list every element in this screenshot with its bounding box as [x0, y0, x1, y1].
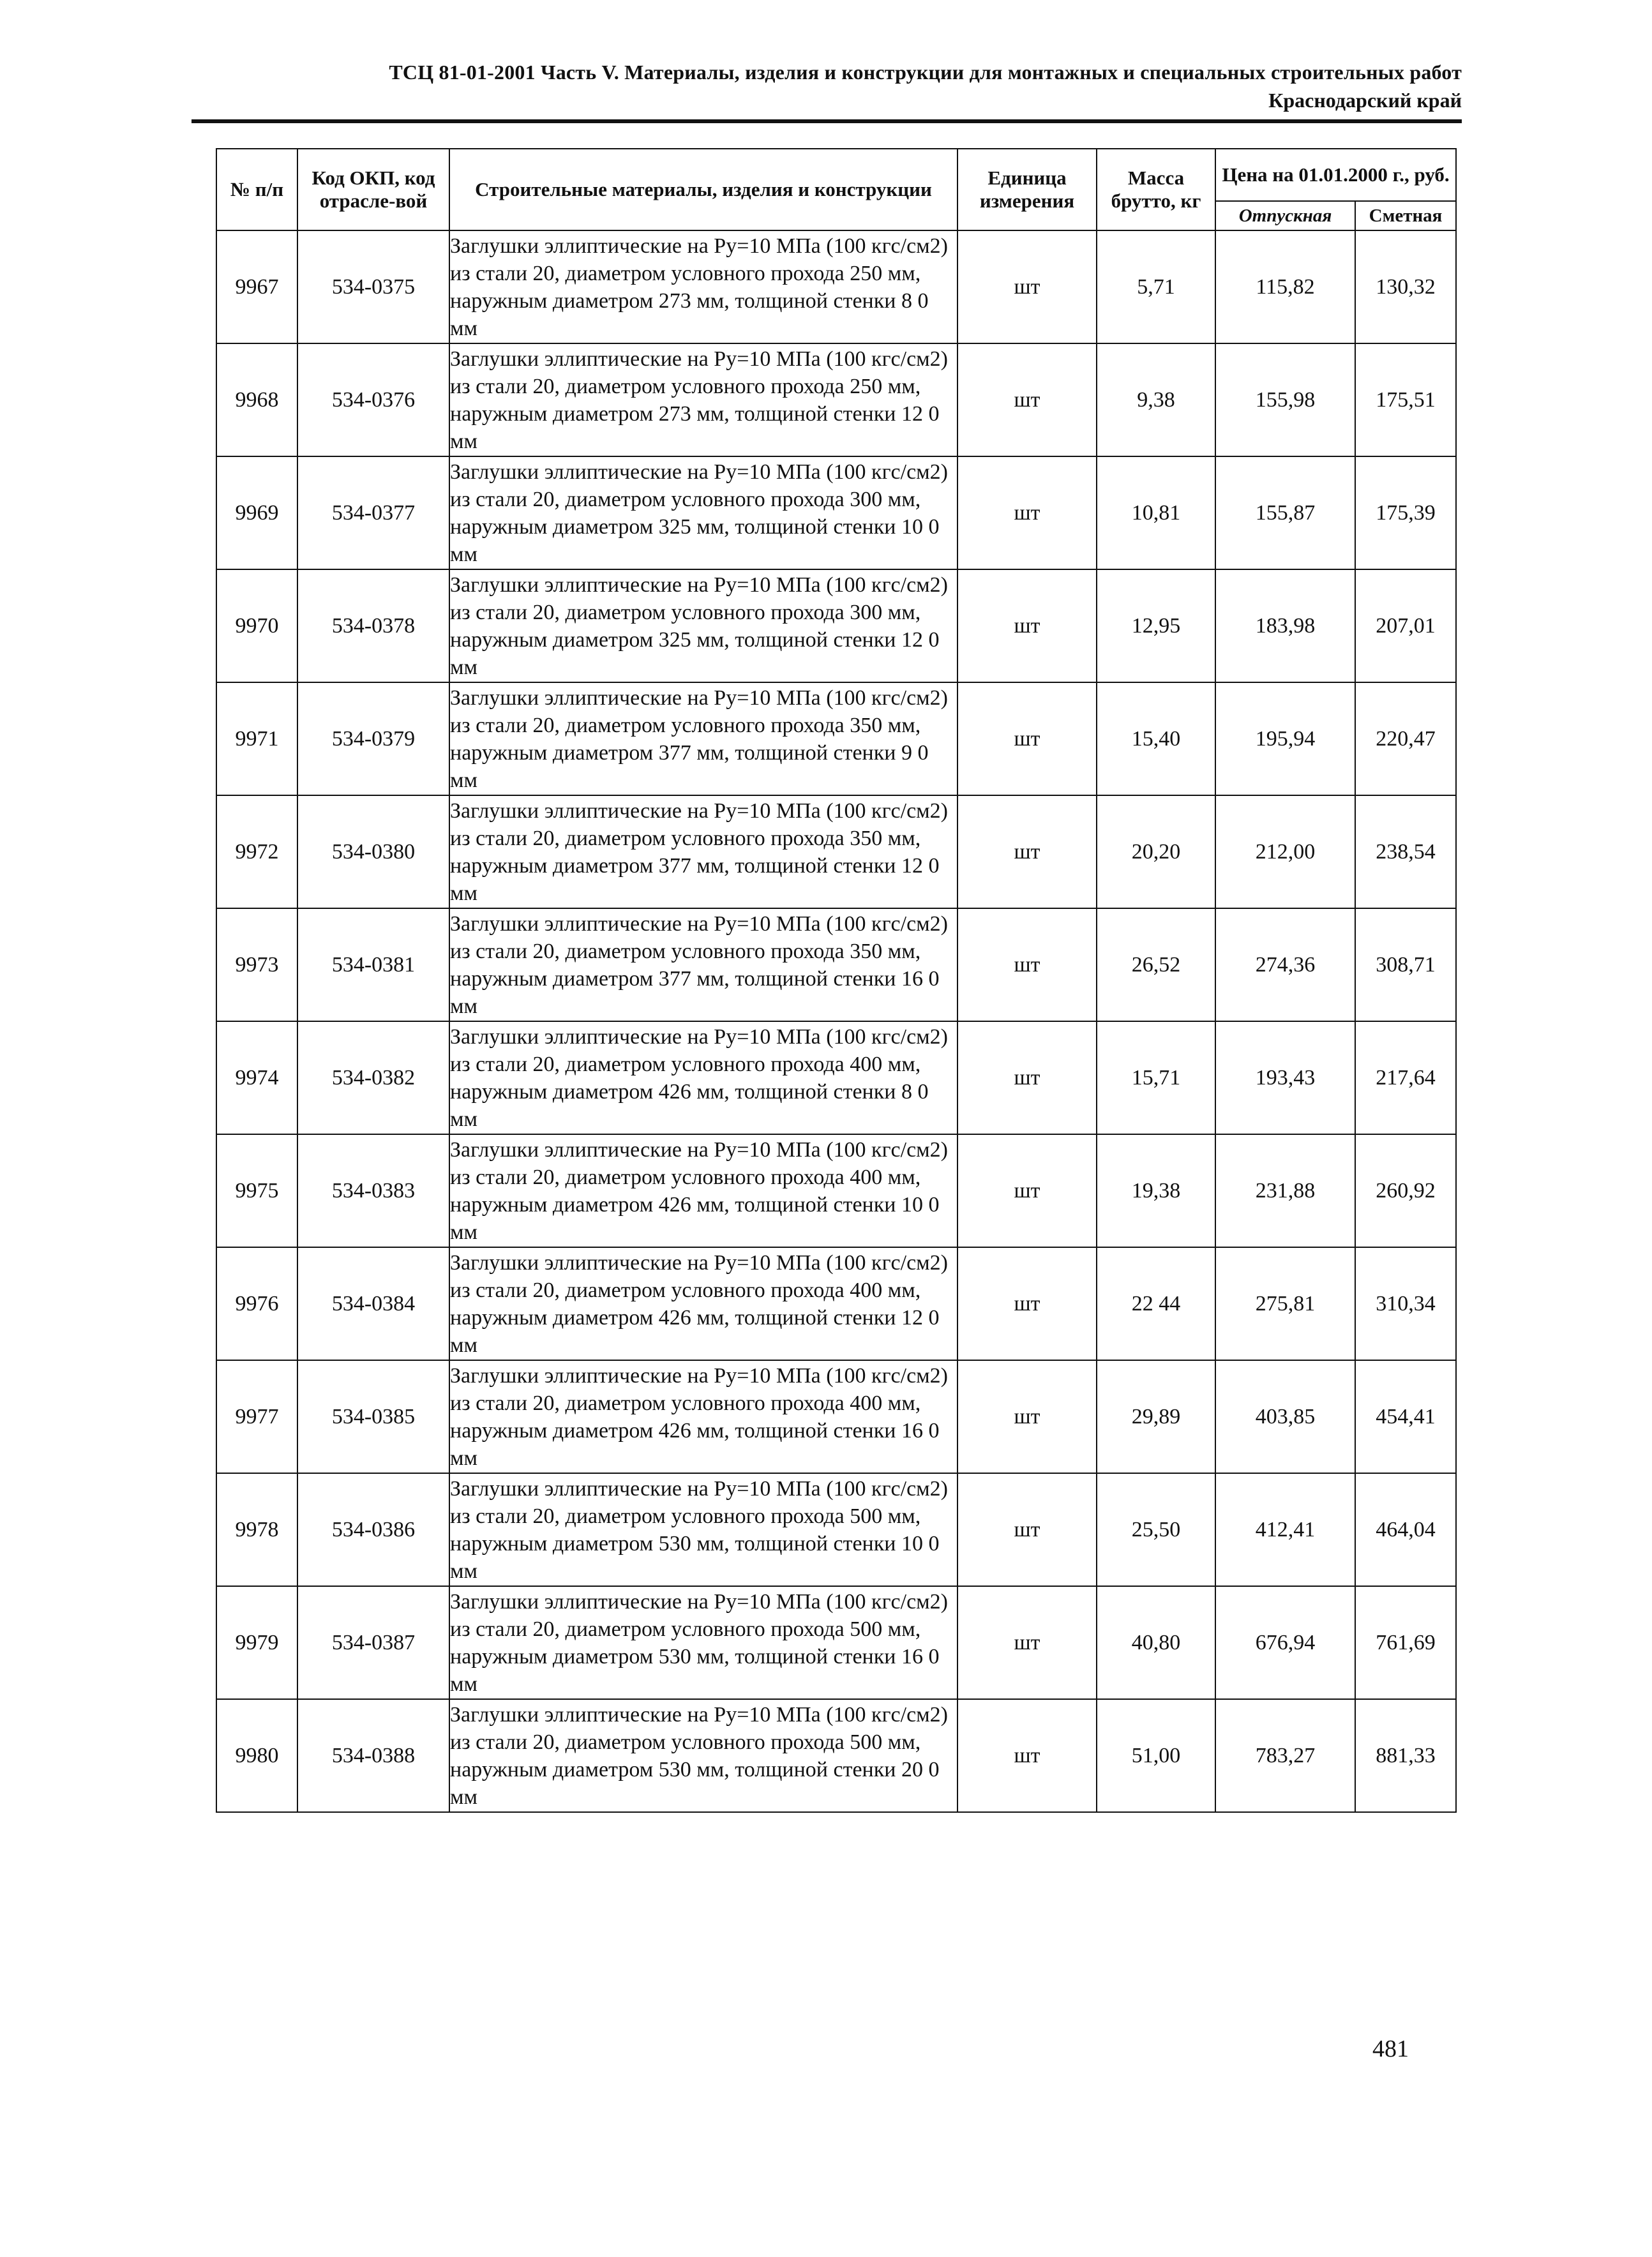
- table-row: [216, 908, 1456, 1021]
- row-unit: шт: [957, 908, 1097, 1021]
- table-row: [216, 1021, 1456, 1134]
- table-row: [216, 343, 1456, 456]
- row-price-estimate: 761,69: [1355, 1586, 1456, 1699]
- row-mass: 15,71: [1097, 1021, 1215, 1134]
- row-code: 534-0377: [297, 456, 449, 569]
- table-row: [216, 569, 1456, 682]
- row-code: 534-0384: [297, 1247, 449, 1360]
- row-description: Заглушки эллиптические на Ру=10 МПа (100 кгс/см2) из стали 20, диаметром условного прохода 350 мм, наружным диаметром 377 мм, толщиной стенки 12 0 мм: [449, 795, 957, 908]
- row-unit: шт: [957, 682, 1097, 795]
- row-price-estimate: 308,71: [1355, 908, 1456, 1021]
- row-code: 534-0378: [297, 569, 449, 682]
- row-mass: 20,20: [1097, 795, 1215, 908]
- row-description: Заглушки эллиптические на Ру=10 МПа (100 кгс/см2) из стали 20, диаметром условного прохода 350 мм, наружным диаметром 377 мм, толщиной стенки 9 0 мм: [449, 682, 957, 795]
- row-description: Заглушки эллиптические на Ру=10 МПа (100 кгс/см2) из стали 20, диаметром условного прохода 350 мм, наружным диаметром 377 мм, толщиной стенки 16 0 мм: [449, 908, 957, 1021]
- header-price: Цена на 01.01.2000 г., руб.: [1215, 149, 1456, 201]
- price-table: [216, 148, 1457, 1813]
- header-name: Строительные материалы, изделия и конструкции: [449, 149, 957, 230]
- row-price-release: 676,94: [1215, 1586, 1355, 1699]
- row-mass: 26,52: [1097, 908, 1215, 1021]
- row-num: 9977: [216, 1360, 297, 1473]
- row-num: 9975: [216, 1134, 297, 1247]
- row-code: 534-0376: [297, 343, 449, 456]
- row-mass: 15,40: [1097, 682, 1215, 795]
- row-price-estimate: 464,04: [1355, 1473, 1456, 1586]
- row-price-estimate: 310,34: [1355, 1247, 1456, 1360]
- header-unit: Единица измерения: [957, 149, 1097, 230]
- header-code: Код ОКП, код отрасле-вой: [297, 149, 449, 230]
- row-num: 9970: [216, 569, 297, 682]
- table-row: [216, 1360, 1456, 1473]
- table-row: [216, 1586, 1456, 1699]
- row-price-estimate: 207,01: [1355, 569, 1456, 682]
- row-num: 9971: [216, 682, 297, 795]
- region-label: Краснодарский край: [1268, 89, 1462, 112]
- row-code: 534-0380: [297, 795, 449, 908]
- table-row: [216, 795, 1456, 908]
- row-mass: 29,89: [1097, 1360, 1215, 1473]
- row-num: 9967: [216, 230, 297, 343]
- row-price-release: 274,36: [1215, 908, 1355, 1021]
- row-code: 534-0387: [297, 1586, 449, 1699]
- header-num: № п/п: [216, 149, 297, 230]
- row-description: Заглушки эллиптические на Ру=10 МПа (100 кгс/см2) из стали 20, диаметром условного прохода 250 мм, наружным диаметром 273 мм, толщиной стенки 8 0 мм: [449, 230, 957, 343]
- row-unit: шт: [957, 1134, 1097, 1247]
- row-num: 9980: [216, 1699, 297, 1812]
- row-num: 9974: [216, 1021, 297, 1134]
- row-price-release: 403,85: [1215, 1360, 1355, 1473]
- row-mass: 25,50: [1097, 1473, 1215, 1586]
- row-unit: шт: [957, 795, 1097, 908]
- row-price-release: 783,27: [1215, 1699, 1355, 1812]
- table-row: [216, 682, 1456, 795]
- row-description: Заглушки эллиптические на Ру=10 МПа (100 кгс/см2) из стали 20, диаметром условного прохода 400 мм, наружным диаметром 426 мм, толщиной стенки 16 0 мм: [449, 1360, 957, 1473]
- row-description: Заглушки эллиптические на Ру=10 МПа (100 кгс/см2) из стали 20, диаметром условного прохода 400 мм, наружным диаметром 426 мм, толщиной стенки 8 0 мм: [449, 1021, 957, 1134]
- row-num: 9979: [216, 1586, 297, 1699]
- row-price-release: 275,81: [1215, 1247, 1355, 1360]
- header-price-release: Отпускная: [1215, 201, 1355, 230]
- row-unit: шт: [957, 1247, 1097, 1360]
- row-code: 534-0375: [297, 230, 449, 343]
- row-price-release: 115,82: [1215, 230, 1355, 343]
- row-mass: 9,38: [1097, 343, 1215, 456]
- table-row: [216, 1247, 1456, 1360]
- row-num: 9973: [216, 908, 297, 1021]
- row-price-estimate: 454,41: [1355, 1360, 1456, 1473]
- row-description: Заглушки эллиптические на Ру=10 МПа (100 кгс/см2) из стали 20, диаметром условного прохода 500 мм, наружным диаметром 530 мм, толщиной стенки 20 0 мм: [449, 1699, 957, 1812]
- row-mass: 51,00: [1097, 1699, 1215, 1812]
- row-num: 9969: [216, 456, 297, 569]
- row-mass: 22 44: [1097, 1247, 1215, 1360]
- row-num: 9972: [216, 795, 297, 908]
- row-price-release: 212,00: [1215, 795, 1355, 908]
- row-num: 9976: [216, 1247, 297, 1360]
- row-code: 534-0386: [297, 1473, 449, 1586]
- row-mass: 5,71: [1097, 230, 1215, 343]
- table-row: [216, 1473, 1456, 1586]
- header-price-estimate: Сметная: [1355, 201, 1456, 230]
- row-price-estimate: 217,64: [1355, 1021, 1456, 1134]
- row-description: Заглушки эллиптические на Ру=10 МПа (100 кгс/см2) из стали 20, диаметром условного прохода 250 мм, наружным диаметром 273 мм, толщиной стенки 12 0 мм: [449, 343, 957, 456]
- row-price-estimate: 260,92: [1355, 1134, 1456, 1247]
- row-price-release: 155,98: [1215, 343, 1355, 456]
- row-price-estimate: 881,33: [1355, 1699, 1456, 1812]
- row-code: 534-0385: [297, 1360, 449, 1473]
- row-code: 534-0382: [297, 1021, 449, 1134]
- row-unit: шт: [957, 1699, 1097, 1812]
- document-title: ТСЦ 81-01-2001 Часть V. Материалы, изделия и конструкции для монтажных и специальных строительных работ: [389, 61, 1462, 84]
- row-price-estimate: 220,47: [1355, 682, 1456, 795]
- row-num: 9968: [216, 343, 297, 456]
- row-description: Заглушки эллиптические на Ру=10 МПа (100 кгс/см2) из стали 20, диаметром условного прохода 400 мм, наружным диаметром 426 мм, толщиной стенки 10 0 мм: [449, 1134, 957, 1247]
- row-unit: шт: [957, 230, 1097, 343]
- row-unit: шт: [957, 1473, 1097, 1586]
- row-description: Заглушки эллиптические на Ру=10 МПа (100 кгс/см2) из стали 20, диаметром условного прохода 300 мм, наружным диаметром 325 мм, толщиной стенки 10 0 мм: [449, 456, 957, 569]
- row-code: 534-0388: [297, 1699, 449, 1812]
- row-price-release: 193,43: [1215, 1021, 1355, 1134]
- row-unit: шт: [957, 569, 1097, 682]
- row-description: Заглушки эллиптические на Ру=10 МПа (100 кгс/см2) из стали 20, диаметром условного прохода 400 мм, наружным диаметром 426 мм, толщиной стенки 12 0 мм: [449, 1247, 957, 1360]
- row-price-release: 412,41: [1215, 1473, 1355, 1586]
- row-price-estimate: 238,54: [1355, 795, 1456, 908]
- row-unit: шт: [957, 343, 1097, 456]
- row-num: 9978: [216, 1473, 297, 1586]
- row-code: 534-0383: [297, 1134, 449, 1247]
- row-description: Заглушки эллиптические на Ру=10 МПа (100 кгс/см2) из стали 20, диаметром условного прохода 500 мм, наружным диаметром 530 мм, толщиной стенки 16 0 мм: [449, 1586, 957, 1699]
- row-price-estimate: 175,51: [1355, 343, 1456, 456]
- row-description: Заглушки эллиптические на Ру=10 МПа (100 кгс/см2) из стали 20, диаметром условного прохода 500 мм, наружным диаметром 530 мм, толщиной стенки 10 0 мм: [449, 1473, 957, 1586]
- row-unit: шт: [957, 1021, 1097, 1134]
- row-mass: 10,81: [1097, 456, 1215, 569]
- row-unit: шт: [957, 456, 1097, 569]
- row-mass: 12,95: [1097, 569, 1215, 682]
- row-description: Заглушки эллиптические на Ру=10 МПа (100 кгс/см2) из стали 20, диаметром условного прохода 300 мм, наружным диаметром 325 мм, толщиной стенки 12 0 мм: [449, 569, 957, 682]
- row-mass: 40,80: [1097, 1586, 1215, 1699]
- header-mass: Масса брутто, кг: [1097, 149, 1215, 230]
- table-row: [216, 1699, 1456, 1812]
- row-code: 534-0381: [297, 908, 449, 1021]
- table-row: [216, 456, 1456, 569]
- row-price-estimate: 175,39: [1355, 456, 1456, 569]
- row-unit: шт: [957, 1586, 1097, 1699]
- row-price-release: 231,88: [1215, 1134, 1355, 1247]
- table-header-row: [216, 149, 1456, 201]
- row-code: 534-0379: [297, 682, 449, 795]
- table-row: [216, 1134, 1456, 1247]
- header-divider: [191, 119, 1462, 123]
- row-price-release: 195,94: [1215, 682, 1355, 795]
- row-unit: шт: [957, 1360, 1097, 1473]
- row-mass: 19,38: [1097, 1134, 1215, 1247]
- row-price-estimate: 130,32: [1355, 230, 1456, 343]
- row-price-release: 155,87: [1215, 456, 1355, 569]
- table-row: [216, 230, 1456, 343]
- row-price-release: 183,98: [1215, 569, 1355, 682]
- page-number: 481: [1372, 2036, 1409, 2062]
